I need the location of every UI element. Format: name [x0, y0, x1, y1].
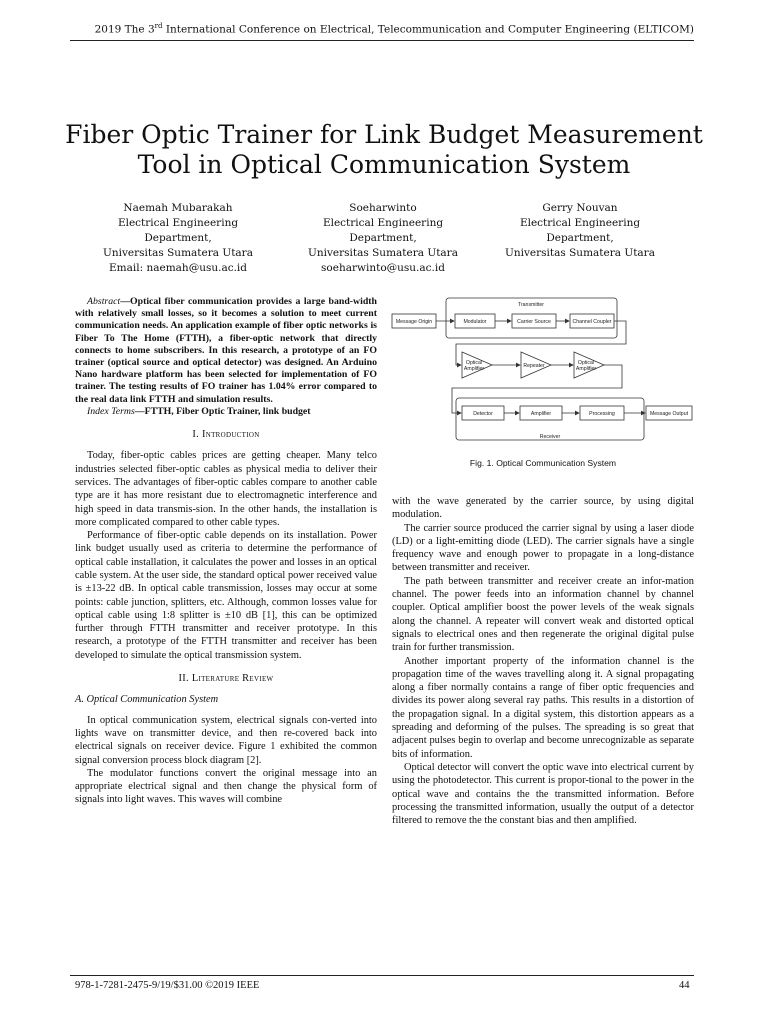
conference-prefix: 2019 The 3: [94, 23, 155, 36]
repeater-label: Repeater: [523, 363, 545, 369]
paper-title: [40, 120, 728, 180]
author-dept: Electrical Engineering Department,: [519, 217, 641, 244]
abstract-text: —Optical fiber communication provides a large band-width with relatively small losses, so it becomes a solution to meet current communication needs. An application example of fiber optic networks is Fiber To The Home (FTTH), a fiber-optic network that directly connects to home subscribers. In this research, a prototype of an FO trainer (optical source and optical detector) was designed. An Arduino Nano hardware platform has been selected for implementation of FO trainer. The testing results of FO trainer has 1.04% error compared to the real data link FTTH and simulation results.: [75, 296, 377, 405]
optical-amplifier-1-label-b: Amplifier: [463, 366, 485, 372]
index-terms-text: —FTTH, Fiber Optic Trainer, link budget: [134, 405, 311, 417]
right-paragraph-0: with the wave generated by the carrier source, by using digital modulation.: [392, 496, 694, 521]
conference-suffix: International Conference on Electrical, Telecommunication and Computer Engineering (ELTICOM): [162, 23, 694, 36]
intro-paragraph-1: Today, fiber-optic cables prices are getting cheaper. Many telco industries selected fiber-optic cables as physical media to deliver their services. The advantages of fiber-optic cables compare to another cable type are it has more resistant due to electromagnetic interference and high speed in data transmis-sion. In the other hands, the installation is more complicated compared to other cable types.: [75, 450, 377, 528]
author-email: Email: naemah@usu.ac.id: [109, 262, 247, 274]
author-univ: Universitas Sumatera Utara: [308, 247, 458, 259]
abstract: [75, 296, 377, 418]
figure-caption: Fig. 1. Optical Communication System: [469, 458, 617, 468]
detector-label: Detector: [473, 411, 493, 417]
section-heading-introduction: I. Introduction: [192, 429, 260, 441]
optical-amplifier-2-label-b: Amplifier: [575, 366, 597, 372]
footer-rule: [70, 975, 694, 976]
footer-isbn: 978-1-7281-2475-9/19/$31.00 ©2019 IEEE: [75, 980, 260, 991]
author-block-3: [485, 201, 675, 261]
author-univ: Universitas Sumatera Utara: [103, 247, 253, 259]
carrier-source-label: Carrier Source: [517, 319, 551, 325]
modulator-label: Modulator: [463, 319, 487, 325]
right-paragraph-3: Another important property of the information channel is the propagation time of the waves travelling along it. A signal propagating along a fiber normally contains a range of fiber optic frequencies and divides its power along several ray paths. This results in a distortion of the propagation signal. In a digital system, this distortion appears as a spreading and deforming of the pulses. The spreading is so great that adjacent pulses begin to overlap and become unrecognizable as separate bits of information.: [392, 655, 694, 760]
author-name: Naemah Mubarakah: [123, 202, 233, 214]
index-terms-label: Index Terms: [87, 405, 135, 417]
amplifier-label: Amplifier: [530, 411, 552, 417]
intro-paragraph-2: Performance of fiber-optic cable depends on its installation. Power link budget usually used as criteria to determine the performance of optical cable installation, it calculates the power and losses in an optical cable system. At the user side, the standard optical power received value is ±13-22 dB. In optical cable transmission, losses may occur at some points: cable junction, splitters, etc. Although, common losses value for optical cable using 1:8 splitter is ±10 dB [1], this can be optimized further through FTTH transmitter and receiver prototype. In this research, a prototype of the FTTH transmitter and receiver has been developed to simulate the optical transmission system.: [75, 530, 377, 661]
conference-header: [70, 22, 694, 36]
transmitter-label: Transmitter: [517, 302, 545, 308]
author-name: Gerry Nouvan: [542, 202, 618, 214]
channel-coupler-label: Channel Coupler: [572, 319, 612, 325]
title-line-1: Fiber Optic Trainer for Link Budget Measurement: [65, 120, 703, 149]
author-block-2: [288, 201, 478, 276]
author-email: soeharwinto@usu.ac.id: [321, 262, 445, 274]
receiver-label: Receiver: [539, 434, 561, 440]
author-univ: Universitas Sumatera Utara: [505, 247, 655, 259]
left-column: [75, 296, 377, 807]
author-name: Soeharwinto: [349, 202, 417, 214]
lit-paragraph-1: In optical communication system, electrical signals con-verted into lights wave on transmitter device, and then re-covered back into electrical signals on receiver device. Figure 1 exhibited the common signal conversion process block diagram [2].: [75, 714, 377, 766]
message-output-label: Message Output: [649, 411, 689, 417]
conference-sup: rd: [154, 22, 163, 30]
section-heading-literature-review: II. Literature Review: [178, 673, 274, 685]
right-paragraph-1: The carrier source produced the carrier signal by using a laser diode (LD) or a light-emitting diode (LED). The carrier signals have a single frequency wave and enough power to propagate in a long-distance between transmitter and receiver.: [392, 522, 694, 574]
figure-optical-communication-diagram: [390, 292, 695, 444]
lit-paragraph-2: The modulator functions convert the original message into an appropriate electrical signal and then change the physical form of signals into light waves. This waves will combine: [75, 767, 377, 806]
right-paragraph-2: The path between transmitter and receiver create an infor-mation channel. The power feeds into an information channel by channel coupler. Optical amplifier boost the power levels of the weak signals along the channel. A repeater will convert weak and distorted optical signals to electrical ones and then regenerate the original digital pulse train for further transmission.: [392, 575, 694, 654]
subsection-heading: A. Optical Communication System: [75, 694, 219, 706]
processing-label: Processing: [589, 411, 615, 417]
abstract-label: Abstract: [87, 296, 121, 307]
page-number: 44: [679, 980, 690, 991]
optical-amplifier-2-label-a: Optical: [577, 360, 595, 366]
optical-amplifier-1-label-a: Optical: [465, 360, 483, 366]
author-dept: Electrical Engineering Department,: [322, 217, 444, 244]
right-paragraph-4: Optical detector will convert the optic wave into electrical current by using the photodetector. This current is propor-tional to the power in the optical wave and contains the the transmitted information. Before processing the transmitted information, usually the output of a detector filtered to remove the the constant bias and then amplified.: [392, 761, 694, 827]
author-block-1: [83, 201, 273, 276]
right-column: [392, 495, 694, 827]
author-dept: Electrical Engineering Department,: [117, 217, 239, 244]
message-origin-label: Message Origin: [395, 319, 433, 325]
title-line-2: Tool in Optical Communication System: [137, 150, 631, 179]
header-rule: [70, 40, 694, 41]
